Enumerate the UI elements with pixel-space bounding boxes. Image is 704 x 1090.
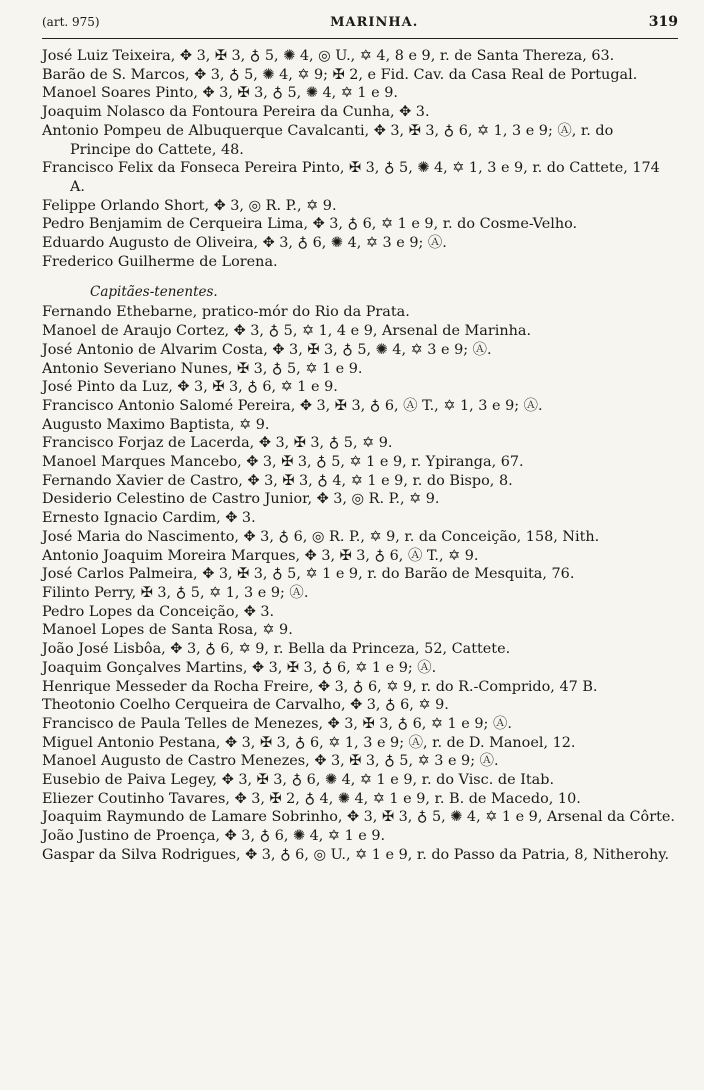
header-rule: [42, 38, 678, 39]
list-item: Augusto Maximo Baptista, ✡ 9.: [42, 416, 270, 433]
entries-top: [42, 47, 678, 271]
list-item: Joaquim Nolasco da Fontoura Pereira da Cunha, ✥ 3.: [42, 104, 430, 121]
list-item: Eliezer Coutinho Tavares, ✥ 3, ✠ 2, ♁ 4, ✺ 4, ✡ 1 e 9, r. B. de Macedo, 10.: [42, 790, 581, 807]
list-item: Gaspar da Silva Rodrigues, ✥ 3, ♁ 6, ◎ U., ✡ 1 e 9, r. do Passo da Patria, 8, Nitherohy.: [42, 846, 670, 863]
list-item: Manoel Soares Pinto, ✥ 3, ✠ 3, ♁ 5, ✺ 4, ✡ 1 e 9.: [42, 85, 398, 102]
article-reference: (art. 975): [42, 15, 100, 29]
list-item: Theotonio Coelho Cerqueira de Carvalho, ✥ 3, ♁ 6, ✡ 9.: [42, 697, 449, 714]
list-item: Antonio Pompeu de Albuquerque Cavalcanti, ✥ 3, ✠ 3, ♁ 6, ✡ 1, 3 e 9; Ⓐ, r. do Principe do Cattete, 48.: [42, 122, 614, 158]
entries-bottom: [42, 303, 678, 864]
list-item: Felippe Orlando Short, ✥ 3, ◎ R. P., ✡ 9.: [42, 197, 337, 214]
list-item: José Maria do Nascimento, ✥ 3, ♁ 6, ◎ R. P., ✡ 9, r. da Conceição, 158, Nith.: [42, 528, 600, 545]
list-item: Francisco Felix da Fonseca Pereira Pinto, ✠ 3, ♁ 5, ✺ 4, ✡ 1, 3 e 9, r. do Cattete, 174 A.: [42, 160, 660, 195]
list-item: Ernesto Ignacio Cardim, ✥ 3.: [42, 510, 256, 527]
list-item: Barão de S. Marcos, ✥ 3, ♁ 5, ✺ 4, ✡ 9; ✠ 2, e Fid. Cav. da Casa Real de Portugal.: [42, 66, 638, 83]
list-item: João José Lisbôa, ✥ 3, ♁ 6, ✡ 9, r. Bella da Princeza, 52, Cattete.: [42, 641, 511, 658]
list-item: Desiderio Celestino de Castro Junior, ✥ 3, ◎ R. P., ✡ 9.: [42, 491, 440, 508]
list-item: Miguel Antonio Pestana, ✥ 3, ✠ 3, ♁ 6, ✡ 1, 3 e 9; Ⓐ, r. de D. Manoel, 12.: [42, 734, 576, 751]
list-item: Manoel Augusto de Castro Menezes, ✥ 3, ✠ 3, ♁ 5, ✡ 3 e 9; Ⓐ.: [42, 753, 499, 770]
list-item: Pedro Benjamim de Cerqueira Lima, ✥ 3, ♁ 6, ✡ 1 e 9, r. do Cosme-Velho.: [42, 216, 578, 233]
list-item: Eusebio de Paiva Legey, ✥ 3, ✠ 3, ♁ 6, ✺ 4, ✡ 1 e 9, r. do Visc. de Itab.: [42, 772, 555, 789]
list-item: Manoel Marques Mancebo, ✥ 3, ✠ 3, ♁ 5, ✡ 1 e 9, r. Ypiranga, 67.: [42, 454, 524, 471]
section-title: Capitães-tenentes.: [90, 284, 218, 301]
page-title: MARINHA.: [330, 15, 419, 30]
page-header: [42, 14, 678, 36]
list-item: Joaquim Gonçalves Martins, ✥ 3, ✠ 3, ♁ 6, ✡ 1 e 9; Ⓐ.: [42, 659, 437, 676]
list-item: Manoel Lopes de Santa Rosa, ✡ 9.: [42, 622, 293, 639]
list-item: Antonio Joaquim Moreira Marques, ✥ 3, ✠ 3, ♁ 6, Ⓐ T., ✡ 9.: [42, 547, 479, 564]
list-item: José Luiz Teixeira, ✥ 3, ✠ 3, ♁ 5, ✺ 4, ◎ U., ✡ 4, 8 e 9, r. de Santa Thereza, 63.: [42, 48, 615, 64]
list-item: José Carlos Palmeira, ✥ 3, ✠ 3, ♁ 5, ✡ 1 e 9, r. do Barão de Mesquita, 76.: [42, 566, 575, 583]
list-item: Frederico Guilherme de Lorena.: [42, 253, 278, 270]
list-item: Francisco Antonio Salomé Pereira, ✥ 3, ✠ 3, ♁ 6, Ⓐ T., ✡ 1, 3 e 9; Ⓐ.: [42, 397, 543, 414]
list-item: Fernando Xavier de Castro, ✥ 3, ✠ 3, ♁ 4, ✡ 1 e 9, r. do Bispo, 8.: [42, 472, 513, 489]
list-item: Eduardo Augusto de Oliveira, ✥ 3, ♁ 6, ✺ 4, ✡ 3 e 9; Ⓐ.: [42, 235, 447, 252]
list-item: Filinto Perry, ✠ 3, ♁ 5, ✡ 1, 3 e 9; Ⓐ.: [42, 584, 309, 601]
list-item: João Justino de Proença, ✥ 3, ♁ 6, ✺ 4, ✡ 1 e 9.: [42, 828, 386, 845]
list-item: Henrique Messeder da Rocha Freire, ✥ 3, ♁ 6, ✡ 9, r. do R.-Comprido, 47 B.: [42, 678, 598, 695]
list-item: Fernando Ethebarne, pratico-mór do Rio da Prata.: [42, 304, 410, 321]
list-item: Antonio Severiano Nunes, ✠ 3, ♁ 5, ✡ 1 e 9.: [42, 360, 363, 377]
list-item: Manoel de Araujo Cortez, ✥ 3, ♁ 5, ✡ 1, 4 e 9, Arsenal de Marinha.: [42, 323, 532, 340]
list-item: Francisco Forjaz de Lacerda, ✥ 3, ✠ 3, ♁ 5, ✡ 9.: [42, 435, 393, 452]
list-item: Francisco de Paula Telles de Menezes, ✥ 3, ✠ 3, ♁ 6, ✡ 1 e 9; Ⓐ.: [42, 715, 512, 732]
list-item: José Antonio de Alvarim Costa, ✥ 3, ✠ 3, ♁ 5, ✺ 4, ✡ 3 e 9; Ⓐ.: [42, 341, 492, 358]
page-number: 319: [648, 14, 678, 30]
list-item: Pedro Lopes da Conceição, ✥ 3.: [42, 603, 275, 620]
list-item: José Pinto da Luz, ✥ 3, ✠ 3, ♁ 6, ✡ 1 e 9.: [42, 379, 338, 396]
list-item: Joaquim Raymundo de Lamare Sobrinho, ✥ 3, ✠ 3, ♁ 5, ✺ 4, ✡ 1 e 9, Arsenal da Côrte.: [42, 809, 675, 826]
